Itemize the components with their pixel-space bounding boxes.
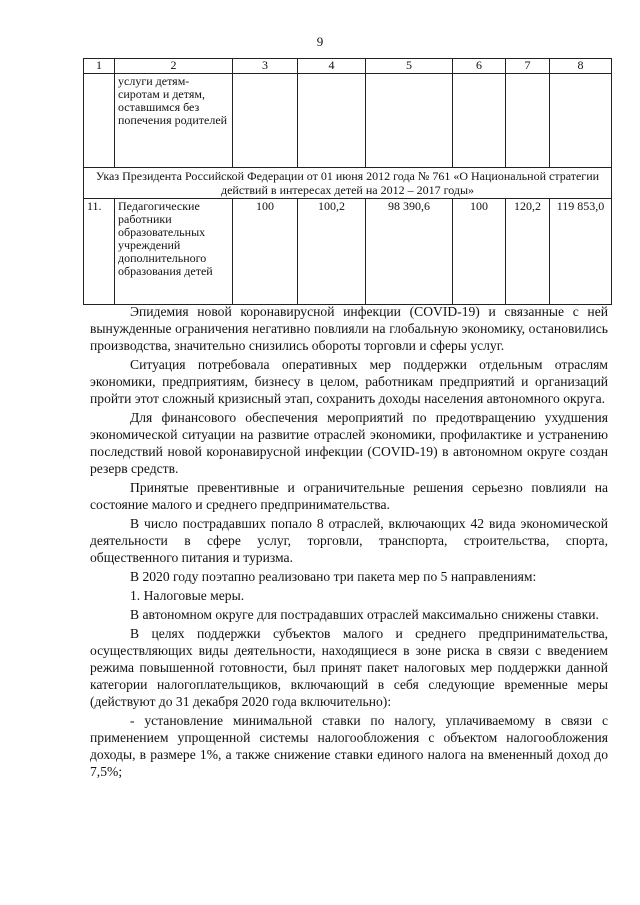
table-cell: 100 [233,199,298,305]
table-cell: 100,2 [298,199,366,305]
row-name-cell: услуги детям-сиротам и детям, оставшимся без попечения родителей [115,74,233,168]
paragraph: 1. Налоговые меры. [130,588,245,603]
table-cell: 119 853,0 [550,199,612,305]
paragraph: Для финансового обеспечения мероприятий по предотвращению ухудшения экономической ситуации на развитие отраслей экономики, профилактике и устранению последствий новой коронавирусной инфекции (COVID-19) в автономном округе создан резерв средств. [90,410,608,476]
paragraph: В автономном округе для пострадавших отраслей максимально снижены ставки. [130,607,599,622]
table-header-row [84,59,612,74]
table-cell [298,74,366,168]
table-cell [366,74,453,168]
body-text [90,303,608,782]
paragraph: Ситуация потребовала оперативных мер поддержки отдельным отраслям экономики, предприятиям, бизнесу в целом, работникам предприятий и организаций пройти этот сложный кризисный этап, сохранить доходы населения автономного округа. [90,357,608,406]
table-cell [550,74,612,168]
header-cell: 8 [550,59,612,74]
paragraph: Эпидемия новой коронавирусной инфекции (COVID-19) и связанные с ней вынужденные ограничения негативно повлияли на глобальную экономику, остановились производства, значительно снизились обороты торговли и сферы услуг. [90,304,608,353]
table-row [84,199,612,305]
paragraph: Принятые превентивные и ограничительные решения серьезно повлияли на состояние малого и среднего предпринимательства. [90,480,608,512]
data-table [83,58,612,305]
header-cell: 4 [298,59,366,74]
paragraph: - установление минимальной ставки по налогу, уплачиваемому в связи с применением упрощенной системы налогообложения с объектом налогообложения доходы, в размере 1%, а также снижение ставки единого налога на вмененный доход до 7,5%; [90,713,608,779]
row-name-cell: Педагогические работники образовательных учреждений дополнительного образования детей [115,199,233,305]
header-cell: 2 [115,59,233,74]
table-cell [506,74,550,168]
table-cell: 120,2 [506,199,550,305]
header-cell: 3 [233,59,298,74]
table-cell: 100 [453,199,506,305]
header-cell: 7 [506,59,550,74]
table-row [84,74,612,168]
header-cell: 5 [366,59,453,74]
row-number-cell [84,74,115,168]
paragraph: В число пострадавших попало 8 отраслей, включающих 42 вида экономической деятельности в сфере услуг, торговли, транспорта, строительства, спорта, общественного питания и туризма. [90,516,608,565]
page-number: 9 [316,34,324,49]
row-number-cell: 11. [84,199,115,305]
table-cell [453,74,506,168]
decree-heading: Указ Президента Российской Федерации от 01 июня 2012 года № 761 «О Национальной стратегии действий в интересах детей на 2012 – 2017 годы» [84,168,612,199]
table-cell: 98 390,6 [366,199,453,305]
paragraph: В целях поддержки субъектов малого и среднего предпринимательства, осуществляющих виды деятельности, находящиеся в зоне риска в связи с введением режима повышенной готовности, был принят пакет налоговых мер поддержки данной категории налогоплательщиков, включающий в себя следующие временные меры (действуют до 31 декабря 2020 года включительно): [90,626,608,709]
header-cell: 1 [84,59,115,74]
table-section-row [84,168,612,199]
table-cell [233,74,298,168]
header-cell: 6 [453,59,506,74]
paragraph: В 2020 году поэтапно реализовано три пакета мер по 5 направлениям: [130,569,537,584]
